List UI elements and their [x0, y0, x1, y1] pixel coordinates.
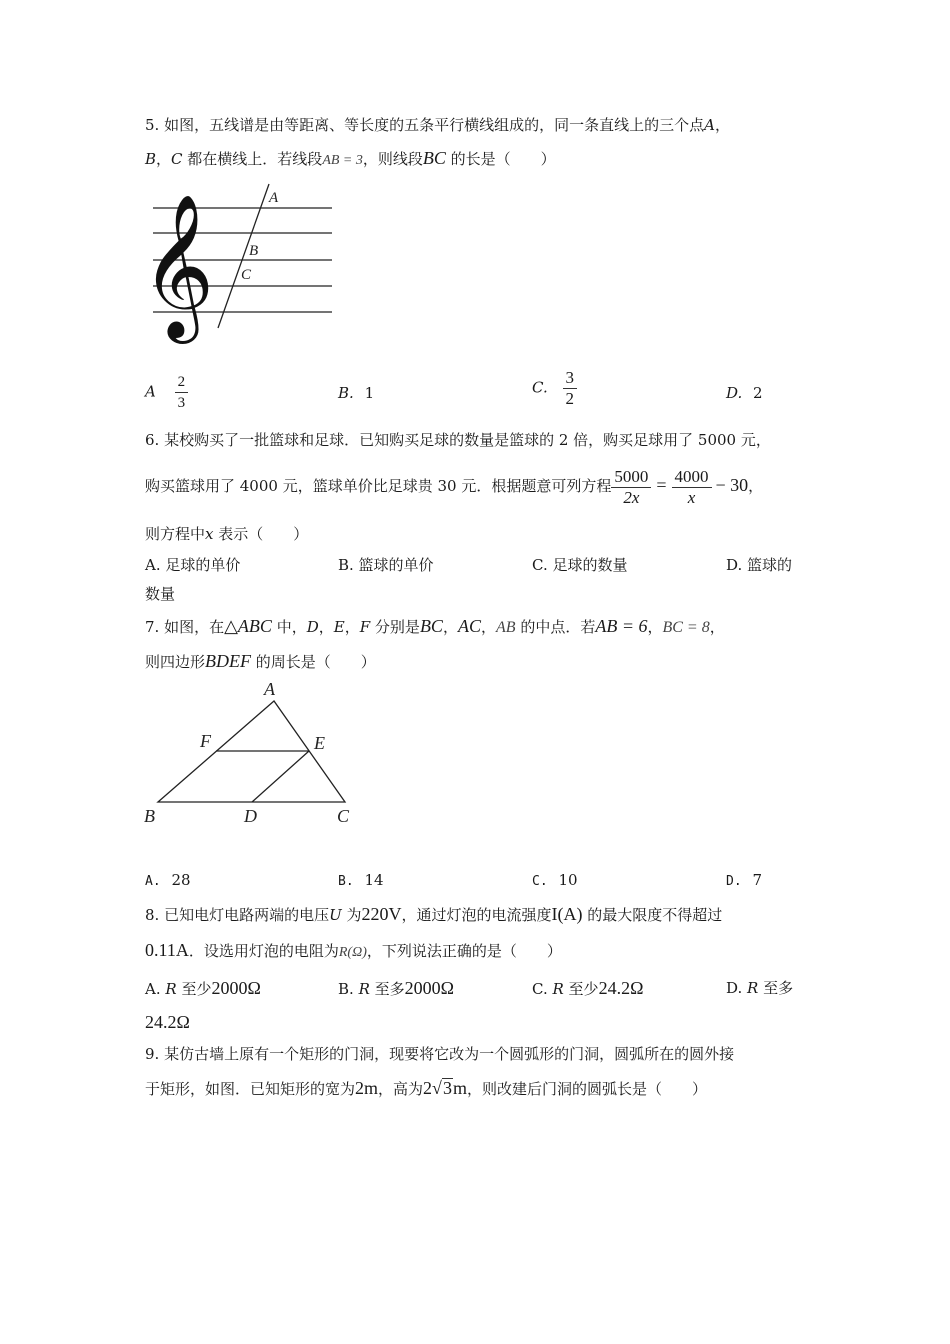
staff-figure: [141, 178, 340, 338]
q8-option-b[interactable]: B. R 至多2000Ω: [338, 978, 455, 998]
vertex-label-f: F: [200, 731, 211, 751]
segment-ed: [252, 751, 309, 802]
q5-option-a[interactable]: A $\frac{2}{3}$: [145, 372, 188, 413]
q6-stem-line2: 购买篮球用了 4000 元，篮球单价比足球贵 30 元．根据题意可列方程 $\frac{5000}{2x}$ = $\frac{4000}{x}$ − 30，: [145, 466, 764, 507]
q7-option-d[interactable]: D. 7: [726, 871, 762, 889]
q5-option-b[interactable]: B. 1: [338, 384, 375, 402]
q6-option-a[interactable]: A. 足球的单价: [145, 556, 241, 574]
q6-option-d[interactable]: D. 篮球的: [726, 556, 793, 574]
q8-stem-line2: 0.11A．设选用灯泡的电阻为R(Ω)，下列说法正确的是（ ）: [145, 940, 562, 960]
vertex-label-b: B: [144, 806, 155, 826]
q5-stem-line2: B，C 都在横线上．若线段AB = 3，则线段BC 的长是（ ）: [145, 148, 556, 168]
q7-option-a[interactable]: A. 28: [145, 871, 191, 889]
q6-stem-line1: 6. 某校购买了一批篮球和足球．已知购买足球的数量是篮球的 2 倍，购买足球用了 5000 元，: [145, 431, 771, 449]
q7-option-b[interactable]: B. 14: [338, 871, 384, 889]
point-label-c: C: [241, 267, 252, 283]
vertex-label-d: D: [244, 806, 257, 826]
q6-option-d-wrap: 数量: [145, 585, 176, 603]
q9-height-expression: 2√3m: [423, 1078, 467, 1098]
q8-option-a[interactable]: A. R 至少2000Ω: [145, 978, 261, 998]
q5-option-c-fraction: $\frac{3}{2}$: [563, 368, 578, 409]
vertex-label-c: C: [337, 806, 350, 826]
treble-clef-icon: 𝄞: [141, 194, 215, 338]
point-label-b: B: [249, 243, 259, 259]
q5-option-c[interactable]: C. $\frac{3}{2}$: [532, 368, 577, 409]
q6-stem-line3: 则方程中x 表示（ ）: [145, 525, 309, 543]
point-label-a: A: [269, 190, 279, 206]
triangle-figure: [140, 678, 365, 828]
q8-stem-line1: 8. 已知电灯电路两端的电压U 为220V，通过灯泡的电流强度I(A) 的最大限度不得超过: [145, 904, 723, 924]
q7-option-c[interactable]: C. 10: [532, 871, 578, 889]
q9-stem-line1: 9. 某仿古墙上原有一个矩形的门洞，现要将它改为一个圆弧形的门洞，圆弧所在的圆外接: [145, 1045, 735, 1063]
q6-fraction-1: $\frac{5000}{2x}$: [611, 467, 651, 508]
q6-option-b[interactable]: B. 篮球的单价: [338, 556, 434, 574]
q6-fraction-2: $\frac{4000}{x}$: [672, 467, 712, 508]
q9-stem-line2: 于矩形，如图．已知矩形的宽为2m，高为2√3m，则改建后门洞的圆弧长是（ ）: [145, 1078, 707, 1098]
q8-option-d[interactable]: D. R 至多: [726, 979, 794, 997]
slanted-line: [218, 184, 269, 328]
q6-option-c[interactable]: C. 足球的数量: [532, 556, 628, 574]
vertex-label-e: E: [314, 733, 325, 753]
vertex-label-a: A: [264, 679, 275, 699]
q5-option-d[interactable]: D. 2: [726, 384, 763, 402]
q5-option-a-fraction: $\frac{2}{3}$: [175, 372, 189, 413]
q8-option-c[interactable]: C. R 至少24.2Ω: [532, 978, 644, 998]
q5-stem-line1: 5. 如图，五线谱是由等距离、等长度的五条平行横线组成的，同一条直线上的三个点A，: [145, 116, 730, 134]
q8-option-d-wrap: 24.2Ω: [145, 1012, 190, 1032]
q7-stem-line2: 则四边形BDEF 的周长是（ ）: [145, 651, 376, 671]
q7-stem-line1: 7. 如图，在△ABC 中，D，E，F 分别是BC，AC，AB 的中点．若AB = 6，BC = 8，: [145, 616, 725, 636]
